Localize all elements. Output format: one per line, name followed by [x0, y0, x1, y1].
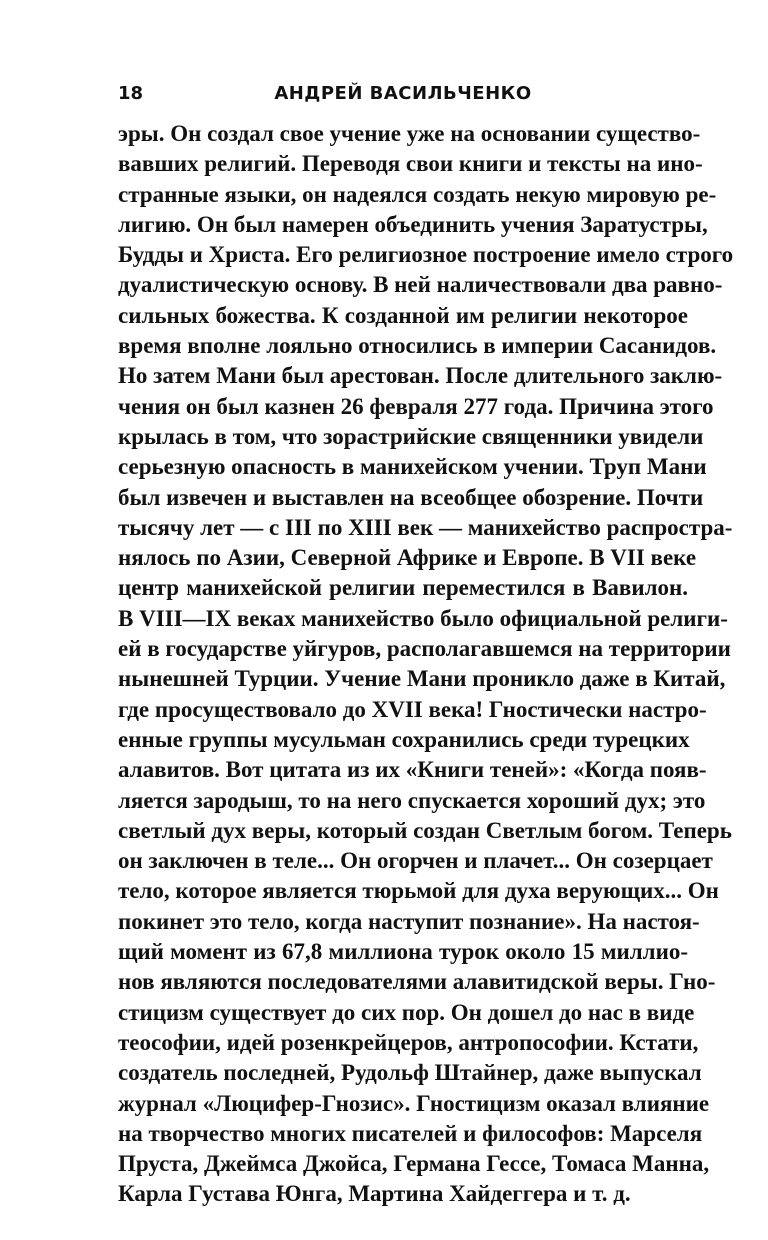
text-line: где просуществовало до XVII века! Гностически настро-	[118, 696, 707, 722]
text-line: алавитов. Вот цитата из их «Книги теней»: «Когда появ-	[118, 757, 707, 783]
text-line: Будды и Христа. Его религиозное построение имело строго	[118, 242, 734, 268]
text-line: крылась в том, что зорастрийские священники увидели	[118, 423, 704, 449]
text-line: был извечен и выставлен на всеобщее обозрение. Почти	[118, 484, 704, 510]
text-line: чения он был казнен 26 февраля 277 года. Причина этого	[118, 393, 714, 419]
text-line: центр манихейской религии переместился в Вавилон.	[118, 575, 688, 601]
text-line: лигию. Он был намерен объединить учения Заратустры,	[118, 211, 708, 237]
text-line: В VIII—IX веках манихейство было официальной религи-	[118, 605, 728, 631]
text-line: щий момент из 67,8 миллиона турок около 15 миллио-	[118, 939, 688, 965]
text-line: Но затем Мани был арестован. После длительного заклю-	[118, 363, 723, 389]
text-line: серьезную опасность в манихейском учении. Труп Мани	[118, 454, 707, 480]
text-line: странные языки, он надеялся создать некую мировую ре-	[118, 181, 717, 207]
text-line: нынешней Турции. Учение Мани проникло даже в Китай,	[118, 666, 726, 692]
text-line: он заключен в теле... Он огорчен и плачет... Он созерцает	[118, 848, 713, 874]
text-line: ей в государстве уйгуров, располагавшемся на территории	[118, 636, 731, 662]
text-line: журнал «Люцифер-Гнозис». Гностицизм оказал влияние	[118, 1090, 710, 1116]
running-head-author: АНДРЕЙ ВАСИЛЬЧЕНКО	[274, 83, 532, 104]
text-line: создатель последней, Рудольф Штайнер, даже выпускал	[118, 1060, 702, 1086]
text-line: сильных божества. К созданной им религии некоторое	[118, 302, 688, 328]
text-line: теософии, идей розенкрейцеров, антропософии. Кстати,	[118, 1029, 699, 1055]
text-line: енные группы мусульман сохранились среди турецких	[118, 726, 690, 752]
text-line: ляется зародыш, то на него спускается хороший дух; это	[118, 787, 706, 813]
text-line: время вполне лояльно относились в империи Сасанидов.	[118, 333, 717, 359]
text-line: стицизм существует до сих пор. Он дошел до нас в виде	[118, 999, 695, 1025]
page-number: 18	[118, 83, 144, 104]
text-line: Карла Густава Юнга, Мартина Хайдеггера и т. д.	[118, 1181, 631, 1207]
text-line: нов являются последователями алавитидской веры. Гно-	[118, 969, 716, 995]
text-line: тысячу лет — с III по XIII век — манихейство распростра-	[118, 514, 733, 540]
text-line: вавших религий. Переводя свои книги и тексты на ино-	[118, 151, 703, 177]
text-line: светлый дух веры, который создан Светлым богом. Теперь	[118, 817, 732, 843]
text-line: дуалистическую основу. В ней наличествовали два равно-	[118, 272, 723, 298]
text-line: покинет это тело, когда наступит познание». На настоя-	[118, 908, 700, 934]
text-line: тело, которое является тюрьмой для духа верующих... Он	[118, 878, 719, 904]
text-line: на творчество многих писателей и философов: Марселя	[118, 1120, 703, 1146]
text-line: Пруста, Джеймса Джойса, Германа Гессе, Томаса Манна,	[118, 1151, 710, 1177]
text-line: нялось по Азии, Северной Африке и Европе. В VII веке	[118, 545, 697, 571]
text-line: эры. Он создал свое учение уже на основании существо-	[118, 121, 701, 146]
page-header	[118, 83, 688, 111]
body-text	[118, 119, 734, 1210]
